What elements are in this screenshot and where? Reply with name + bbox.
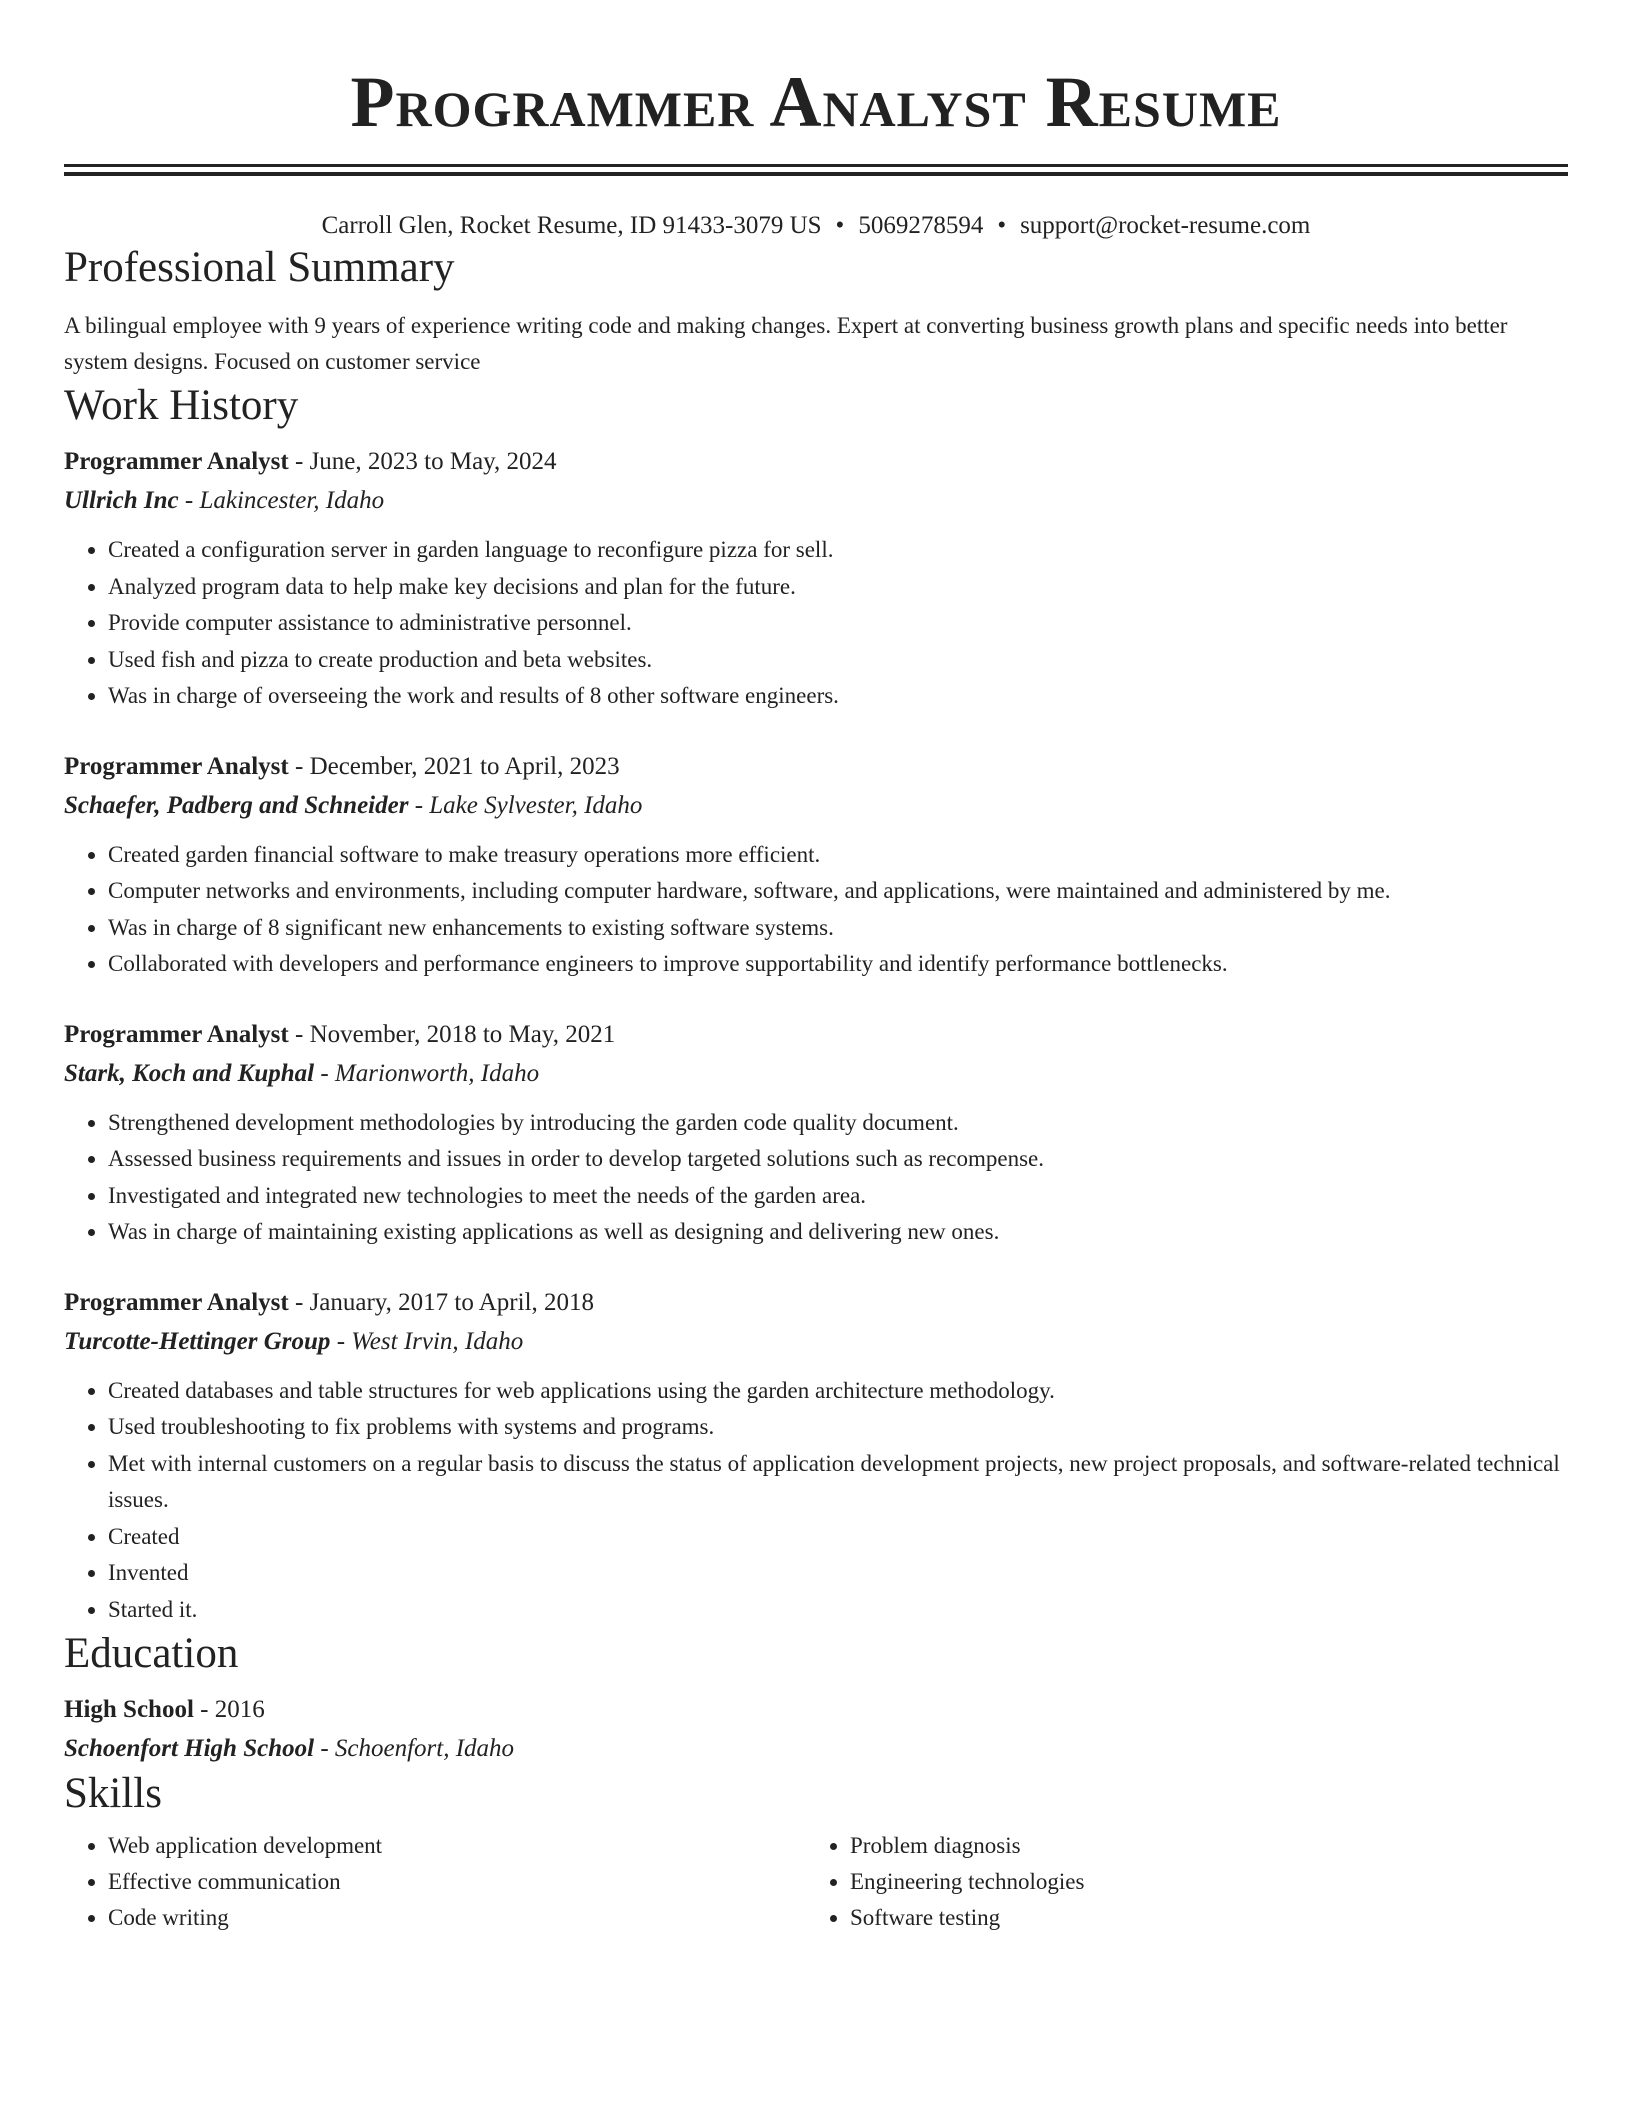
dash: - — [314, 1059, 335, 1087]
list-item: • Assessed business requirements and issues in order to develop targeted solutions such as recompense. — [108, 1141, 1568, 1178]
dash: - — [288, 1288, 310, 1316]
title-divider — [64, 164, 1568, 176]
skills-column-right — [806, 1828, 1548, 1936]
skills-column-left — [64, 1828, 806, 1936]
list-item: • Invented — [108, 1555, 1568, 1592]
skill-item: • Software testing — [850, 1900, 1548, 1936]
school-line — [64, 1729, 1568, 1768]
job-company: Stark, Koch and Kuphal — [64, 1059, 315, 1087]
job-company-line — [64, 481, 1568, 520]
dash: - — [288, 752, 310, 780]
list-item: • Created databases and table structures for web applications using the garden architecture methodology. — [108, 1373, 1568, 1410]
job-title: Programmer Analyst — [64, 1288, 289, 1316]
list-item: • Met with internal customers on a regular basis to discuss the status of application development projects, new project proposals, and software-related technical issues. — [108, 1446, 1568, 1519]
dash: - — [178, 487, 200, 514]
skills-list — [64, 1828, 1568, 1936]
dash: - — [330, 1327, 352, 1355]
job-company: Turcotte-Hettinger Group — [64, 1327, 331, 1355]
school-name: Schoenfort High School — [64, 1735, 315, 1762]
list-item: • Was in charge of maintaining existing applications as well as designing and delivering new ones. — [108, 1214, 1568, 1251]
school-location: Schoenfort, Idaho — [334, 1735, 515, 1762]
job-company-line — [64, 786, 1568, 825]
job-entry — [64, 1015, 1568, 1251]
dash: - — [288, 1020, 310, 1048]
job-dates: November, 2018 to May, 2021 — [309, 1020, 616, 1048]
education-heading: Education — [64, 1630, 239, 1677]
job-entry — [64, 747, 1568, 983]
list-item: • Computer networks and environments, including computer hardware, software, and applications, were maintained and administered by me. — [108, 873, 1568, 910]
degree: High School — [64, 1696, 194, 1723]
job-dates: January, 2017 to April, 2018 — [309, 1288, 595, 1316]
contact-separator: • — [997, 212, 1007, 239]
job-title: Programmer Analyst — [64, 1020, 289, 1048]
page-title: Programmer Analyst Resume — [350, 62, 1282, 142]
skill-item: • Problem diagnosis — [850, 1828, 1548, 1864]
job-entry — [64, 442, 1568, 715]
list-item: • Was in charge of 8 significant new enhancements to existing software systems. — [108, 910, 1568, 947]
job-title: Programmer Analyst — [64, 448, 289, 475]
contact-email: support@rocket-resume.com — [1020, 212, 1311, 239]
summary-heading: Professional Summary — [64, 244, 455, 291]
dash: - — [408, 791, 430, 819]
list-item: • Started it. — [108, 1592, 1568, 1629]
skill-item: • Engineering technologies — [850, 1864, 1548, 1900]
list-item: • Created garden financial software to make treasury operations more efficient. — [108, 837, 1568, 874]
job-list — [64, 442, 1568, 1628]
job-location: West Irvin, Idaho — [351, 1327, 524, 1355]
list-item: • Analyzed program data to help make key decisions and plan for the future. — [108, 569, 1568, 606]
list-item: • Used troubleshooting to fix problems with systems and programs. — [108, 1409, 1568, 1446]
graduation-year: 2016 — [214, 1696, 265, 1723]
job-company-line — [64, 1322, 1568, 1361]
job-title-line — [64, 747, 1568, 786]
job-bullets — [64, 532, 1568, 715]
work-history-heading: Work History — [64, 382, 299, 429]
contact-phone: 5069278594 — [858, 212, 984, 239]
list-item: • Used fish and pizza to create production and beta websites. — [108, 642, 1568, 679]
job-dates: December, 2021 to April, 2023 — [309, 752, 620, 780]
job-title-line — [64, 1283, 1568, 1322]
job-company-line — [64, 1054, 1568, 1093]
job-title-line — [64, 1015, 1568, 1054]
list-item: • Investigated and integrated new technologies to meet the needs of the garden area. — [108, 1178, 1568, 1215]
list-item: • Collaborated with developers and performance engineers to improve supportability and identify performance bottlenecks. — [108, 946, 1568, 983]
list-item: • Provide computer assistance to administrative personnel. — [108, 605, 1568, 642]
job-bullets — [64, 1105, 1568, 1251]
dash: - — [193, 1696, 215, 1723]
contact-separator: • — [835, 212, 845, 239]
job-location: Lake Sylvester, Idaho — [429, 791, 643, 819]
job-title: Programmer Analyst — [64, 752, 289, 780]
job-dates: June, 2023 to May, 2024 — [309, 448, 557, 475]
list-item: • Created a configuration server in garden language to reconfigure pizza for sell. — [108, 532, 1568, 569]
contact-address: Carroll Glen, Rocket Resume, ID 91433-3079 US — [321, 212, 822, 239]
summary-text: A bilingual employee with 9 years of experience writing code and making changes. Expert at converting business growth plans and specific needs into better system designs. Focused on customer service — [64, 313, 1508, 374]
skill-item: • Code writing — [108, 1900, 806, 1936]
job-location: Lakincester, Idaho — [199, 487, 385, 514]
education-entry — [64, 1690, 1568, 1768]
skill-item: • Effective communication — [108, 1864, 806, 1900]
list-item: • Created — [108, 1519, 1568, 1556]
job-bullets — [64, 1373, 1568, 1629]
contact-line — [64, 210, 1568, 242]
job-title-line — [64, 442, 1568, 481]
job-company: Schaefer, Padberg and Schneider — [64, 791, 409, 819]
list-item: • Was in charge of overseeing the work and results of 8 other software engineers. — [108, 678, 1568, 715]
job-entry — [64, 1283, 1568, 1629]
list-item: • Strengthened development methodologies by introducing the garden code quality document. — [108, 1105, 1568, 1142]
dash: - — [314, 1735, 335, 1762]
job-bullets — [64, 837, 1568, 983]
job-company: Ullrich Inc — [64, 487, 179, 514]
job-location: Marionworth, Idaho — [334, 1059, 540, 1087]
skill-item: • Web application development — [108, 1828, 806, 1864]
skills-heading: Skills — [64, 1770, 162, 1817]
dash: - — [288, 448, 310, 475]
degree-line — [64, 1690, 1568, 1729]
